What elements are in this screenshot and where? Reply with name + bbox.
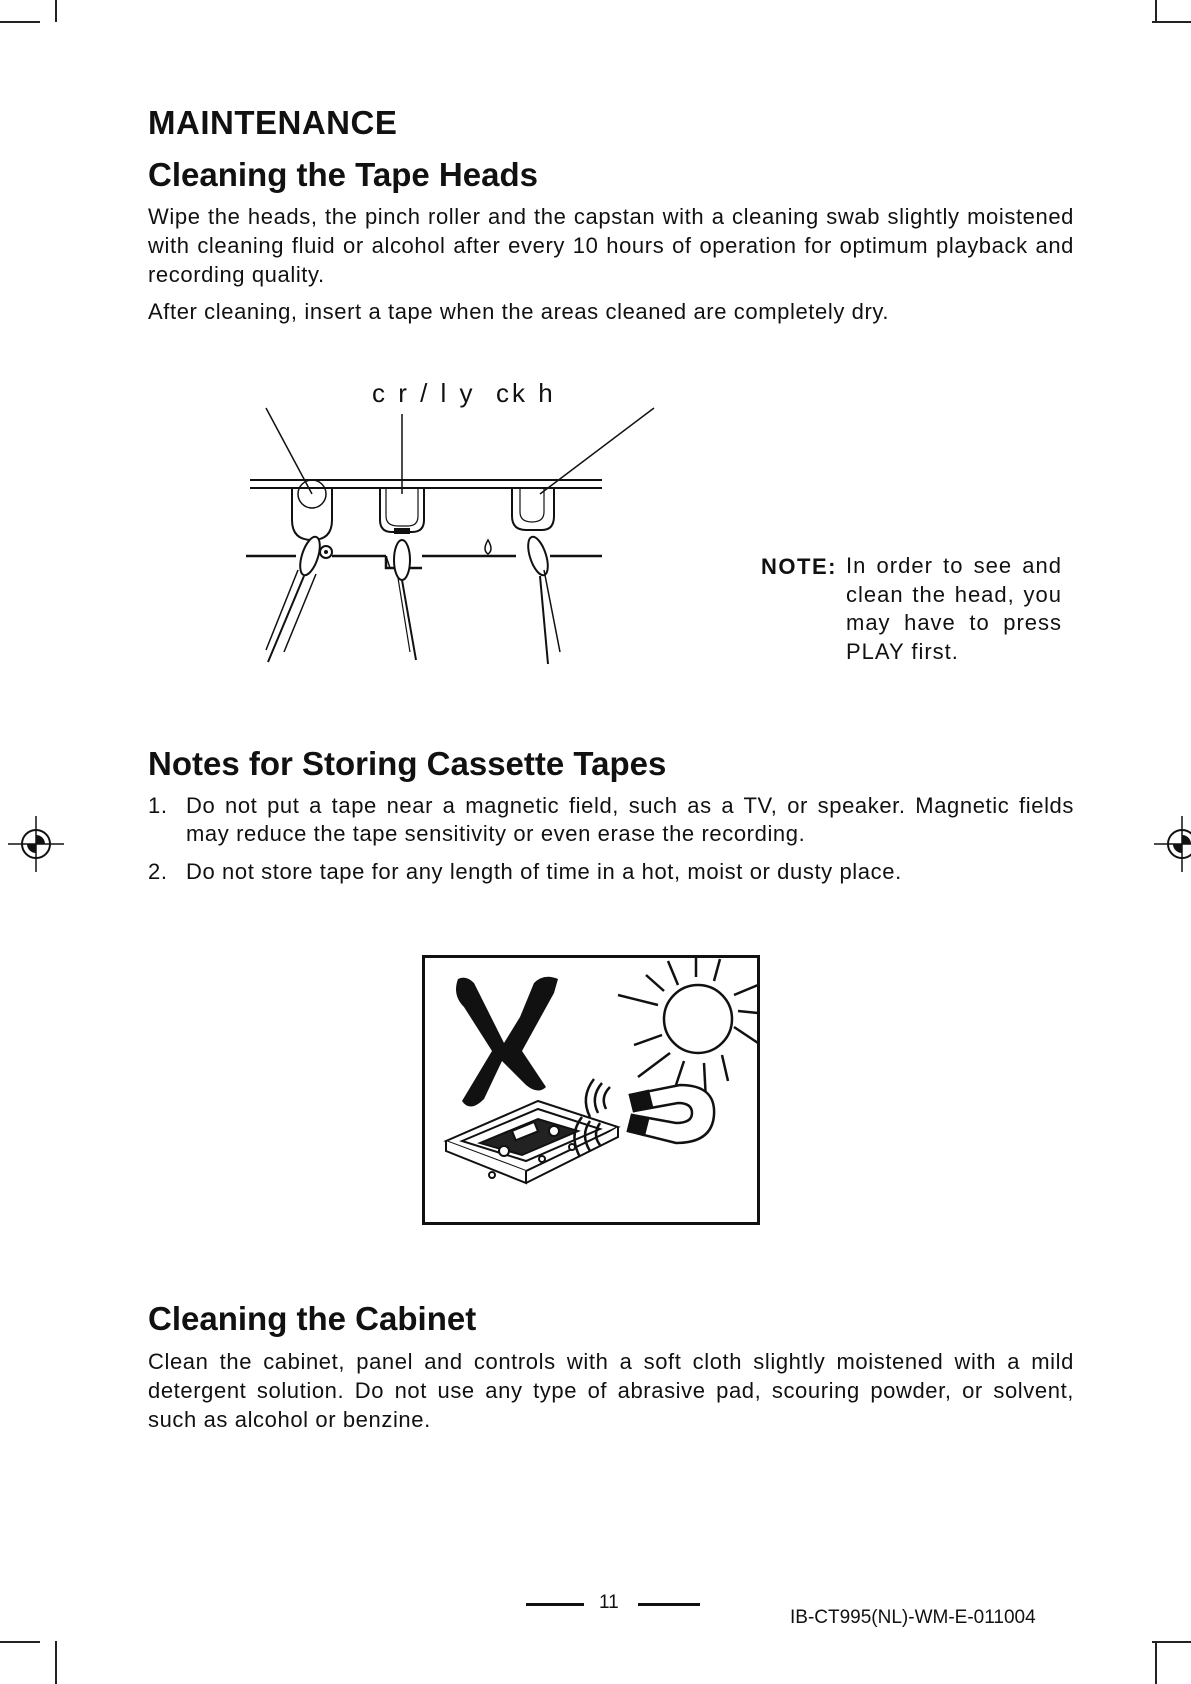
crop-mark: [0, 1641, 40, 1643]
crop-mark: [1155, 0, 1157, 22]
list-item: [148, 792, 1074, 852]
cabinet-paragraph: Clean the cabinet, panel and controls with a soft cloth slightly moistened with a mild detergent solution. Do not use any type of abrasive pad, scouring powder, or solvent, such as alcohol or benzine.: [148, 1349, 1074, 1432]
list-item-number: 1.: [148, 793, 168, 818]
list-item-text: Do not put a tape near a magnetic field, such as a TV, or speaker. Magnetic fields may reduce the tape sensitivity or even erase the recording.: [186, 793, 1074, 846]
tape-head-cleaning-illustration: [240, 370, 660, 670]
note-label: NOTE:: [761, 554, 837, 579]
crop-mark: [55, 0, 57, 22]
registration-mark-icon: [1154, 816, 1191, 872]
section-title-cabinet: Cleaning the Cabinet: [148, 1300, 477, 1337]
section-title-tape-heads: Cleaning the Tape Heads: [148, 156, 538, 193]
crop-mark: [0, 21, 40, 23]
crop-mark: [1155, 1641, 1157, 1684]
list-item: [148, 858, 1074, 888]
note-text: In order to see and clean the head, you may have to press PLAY first.: [846, 553, 1062, 664]
page-number: 11: [599, 1592, 619, 1613]
registration-mark-icon: [8, 816, 64, 872]
storage-warning-illustration: [422, 955, 760, 1225]
crop-mark: [1152, 1641, 1191, 1643]
document-code: IB-CT995(NL)-WM-E-011004: [790, 1607, 1036, 1628]
list-item-number: 2.: [148, 859, 168, 884]
crop-mark: [55, 1641, 57, 1684]
footer-rule-left: [526, 1603, 584, 1606]
tape-heads-paragraph: Wipe the heads, the pinch roller and the capstan with a cleaning swab slightly moistened with cleaning fluid or alcohol after every 10 hours of operation for optimum playback and recording quality.: [148, 204, 1074, 287]
figure-label: c r / l y ck h: [372, 378, 556, 408]
footer-rule-right: [638, 1603, 700, 1606]
page-heading: MAINTENANCE: [148, 104, 398, 141]
list-item-text: Do not store tape for any length of time in a hot, moist or dusty place.: [186, 859, 902, 884]
section-title-storing: Notes for Storing Cassette Tapes: [148, 745, 667, 782]
crop-mark: [1152, 21, 1191, 23]
tape-heads-paragraph-2: After cleaning, insert a tape when the areas cleaned are completely dry.: [148, 299, 890, 324]
